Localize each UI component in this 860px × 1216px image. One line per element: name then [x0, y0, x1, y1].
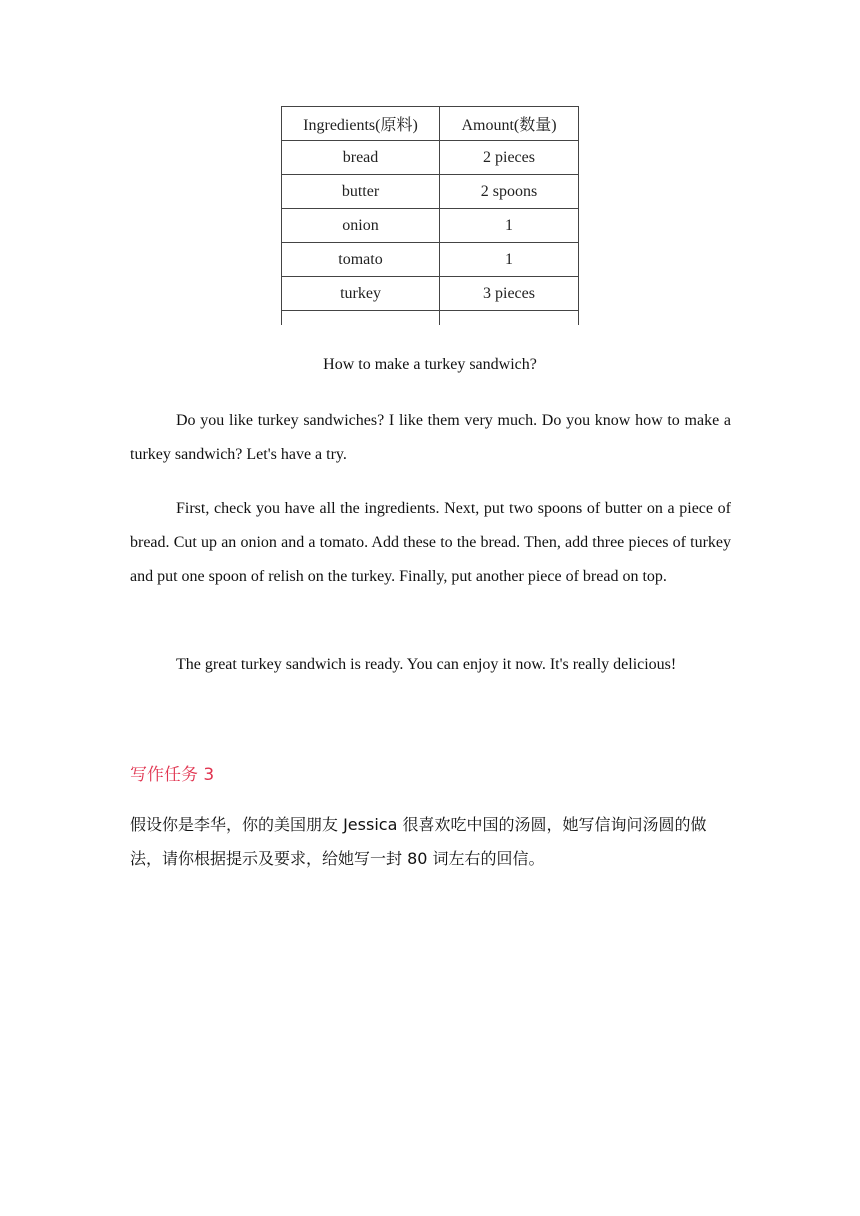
task-heading: 写作任务 3	[130, 765, 215, 785]
article-paragraph: The great turkey sandwich is ready. You can enjoy it now. It's really delicious!	[176, 656, 677, 673]
article-paragraph: First, check you have all the ingredients. Next, put two spoons of butter on a piece of bread. Cut up an onion and a tomato. Add these to the bread. Then, add three pieces of turkey and put one spoon of relish on the turkey. Finally, put another piece of bread on top.	[130, 500, 731, 585]
amount-cell: 1	[440, 209, 579, 243]
header-amount: Amount(数量)	[440, 107, 579, 141]
amount-cell: 1	[440, 243, 579, 277]
ingredients-table-image	[281, 106, 581, 325]
table-row-cropped	[282, 311, 579, 326]
ingredient-cell: turkey	[282, 277, 440, 311]
table-row	[282, 175, 579, 209]
table-header-row	[282, 107, 579, 141]
ingredients-table	[281, 106, 579, 325]
task-body: 假设你是李华，你的美国朋友 Jessica 很喜欢吃中国的汤圆，她写信询问汤圆的做法，请你根据提示及要求，给她写一封 80 词左右的回信。	[130, 815, 707, 868]
amount-cell: 2 spoons	[440, 175, 579, 209]
amount-cell-cropped	[440, 311, 579, 326]
table-row	[282, 209, 579, 243]
table-row	[282, 277, 579, 311]
ingredient-cell: bread	[282, 141, 440, 175]
ingredient-cell: tomato	[282, 243, 440, 277]
header-ingredients: Ingredients(原料)	[282, 107, 440, 141]
article-paragraph: Do you like turkey sandwiches? I like them very much. Do you know how to make a turkey sandwich? Let's have a try.	[130, 412, 731, 463]
ingredient-cell-cropped	[282, 311, 440, 326]
ingredient-cell: butter	[282, 175, 440, 209]
table-row	[282, 141, 579, 175]
amount-cell: 2 pieces	[440, 141, 579, 175]
ingredient-cell: onion	[282, 209, 440, 243]
amount-cell: 3 pieces	[440, 277, 579, 311]
article-title: How to make a turkey sandwich?	[323, 356, 537, 373]
table-row	[282, 243, 579, 277]
